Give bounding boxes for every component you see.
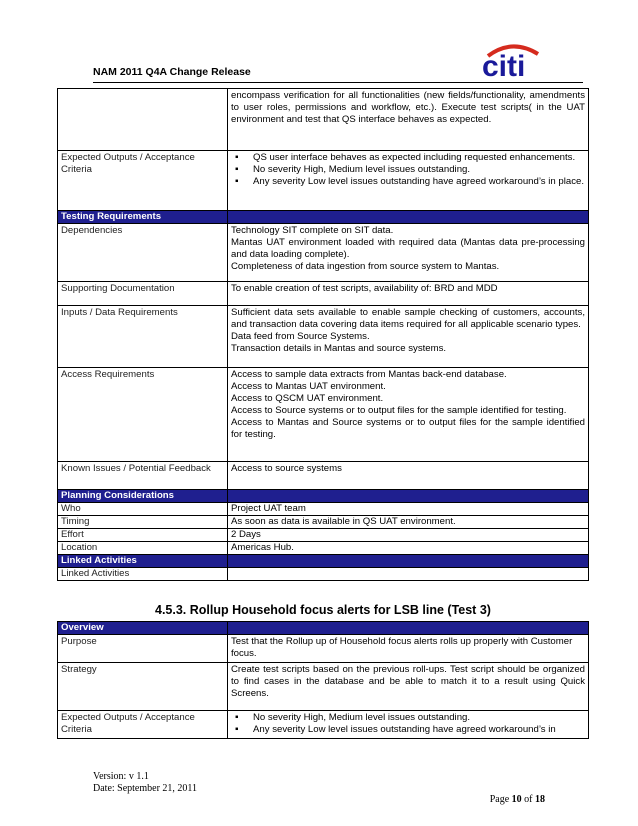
section-header-planning: Planning Considerations	[58, 490, 228, 503]
bullet-list	[231, 712, 585, 736]
section-header-linked: Linked Activities	[58, 555, 228, 568]
section-header-overview: Overview	[58, 622, 228, 635]
page-current: 10	[511, 794, 522, 805]
list-item: ▪ Any severity Low level issues outstanding have agreed workaround’s in place.	[253, 176, 585, 188]
table-row	[58, 516, 589, 529]
table-row	[58, 635, 589, 663]
table-row	[58, 224, 589, 282]
table-row	[58, 306, 589, 368]
table-row	[58, 462, 589, 490]
citi-logo	[470, 40, 580, 80]
test-overview-table	[57, 621, 589, 739]
footer-date: Date: September 21, 2011	[93, 783, 198, 794]
table-cell-value: Access to source systems	[228, 462, 589, 490]
text-line: Access to Mantas UAT environment.	[231, 381, 386, 392]
list-item: ▪ No severity High, Medium level issues outstanding.	[253, 164, 585, 176]
table-cell-label: Who	[58, 503, 228, 516]
bullet-list	[231, 152, 585, 188]
section-header-testing: Testing Requirements	[58, 211, 228, 224]
table-cell-label	[58, 89, 228, 151]
logo-text: citi	[482, 50, 526, 80]
table-row	[58, 368, 589, 462]
list-item: ▪ QS user interface behaves as expected including requested enhancements.	[253, 152, 585, 164]
list-item: ▪ Any severity Low level issues outstanding have agreed workaround’s in	[253, 724, 585, 736]
section-header-row	[58, 555, 589, 568]
table-row	[58, 89, 589, 151]
table-cell-label: Expected Outputs / Acceptance Criteria	[58, 711, 228, 739]
text-line: Technology SIT complete on SIT data.	[231, 225, 394, 236]
table-cell-value	[228, 306, 589, 368]
text-line: Completeness of data ingestion from source system to Mantas.	[231, 261, 500, 272]
page-number	[490, 794, 545, 805]
table-cell-value: Create test scripts based on the previous roll-ups. Test script should be organized to find cases in the database and be able to match it to a result using Quick Screens.	[228, 663, 589, 711]
page-of: of	[521, 794, 535, 805]
text-line: Access to QSCM UAT environment.	[231, 393, 384, 404]
table-row	[58, 503, 589, 516]
table-cell-value	[228, 224, 589, 282]
text-line: Access to Source systems or to output files for the sample identified for testing.	[231, 405, 567, 416]
table-cell-label: Strategy	[58, 663, 228, 711]
table-row	[58, 529, 589, 542]
text-line: Transaction details in Mantas and source systems.	[231, 343, 447, 354]
table-cell-label: Timing	[58, 516, 228, 529]
table-cell-value	[228, 568, 589, 581]
section-header-fill	[228, 555, 589, 568]
table-cell-value	[228, 711, 589, 739]
table-row	[58, 711, 589, 739]
table-cell-label: Inputs / Data Requirements	[58, 306, 228, 368]
section-header-fill	[228, 211, 589, 224]
section-heading: 4.5.3. Rollup Household focus alerts for LSB line (Test 3)	[155, 603, 491, 617]
table-cell-label: Expected Outputs / Acceptance Criteria	[58, 151, 228, 211]
test-details-table	[57, 88, 589, 581]
text-line: Access to sample data extracts from Mantas back-end database.	[231, 369, 507, 380]
table-row	[58, 282, 589, 306]
list-item: ▪ No severity High, Medium level issues outstanding.	[253, 712, 585, 724]
table-cell-value	[228, 368, 589, 462]
table-row	[58, 568, 589, 581]
page-prefix: Page	[489, 794, 512, 805]
table-cell-label: Access Requirements	[58, 368, 228, 462]
footer-version: Version: v 1.1	[93, 771, 149, 782]
footer-meta	[93, 771, 197, 795]
table-cell-value: To enable creation of test scripts, availability of: BRD and MDD	[228, 282, 589, 306]
table-cell-value	[228, 151, 589, 211]
table-cell-value: 2 Days	[228, 529, 589, 542]
header-rule	[93, 82, 583, 83]
table-cell-value: Test that the Rollup up of Household focus alerts rolls up properly with Customer focus.	[228, 635, 589, 663]
table-cell-value: encompass verification for all functionalities (new fields/functionality, amendments to user roles, permissions and workflow, etc.). Execute test scripts( in the UAT environment and test that QS interface behaves as expected.	[228, 89, 589, 151]
table-cell-value: Americas Hub.	[228, 542, 589, 555]
text-line: Sufficient data sets available to enable sample checking of customers, accounts, and transaction data covering data items required for all applicable scenario types.	[231, 307, 585, 330]
table-cell-label: Location	[58, 542, 228, 555]
section-header-fill	[228, 490, 589, 503]
table-row	[58, 151, 589, 211]
text-line: Data feed from Source Systems.	[231, 331, 370, 342]
table-cell-label: Dependencies	[58, 224, 228, 282]
section-header-row	[58, 211, 589, 224]
text-line: Mantas UAT environment loaded with required data (Mantas data pre-processing and data loading complete).	[231, 237, 585, 260]
table-row	[58, 663, 589, 711]
section-header-fill	[228, 622, 589, 635]
table-cell-label: Effort	[58, 529, 228, 542]
section-header-row	[58, 622, 589, 635]
text-line: Access to Mantas and Source systems or to output files for the sample identified for testing.	[231, 417, 585, 440]
table-cell-value: Project UAT team	[228, 503, 589, 516]
page-total: 18	[535, 794, 545, 805]
table-cell-label: Known Issues / Potential Feedback	[58, 462, 228, 490]
table-row	[58, 542, 589, 555]
document-header-title: NAM 2011 Q4A Change Release	[93, 66, 251, 78]
table-cell-value: As soon as data is available in QS UAT environment.	[228, 516, 589, 529]
section-header-row	[58, 490, 589, 503]
table-cell-label: Linked Activities	[58, 568, 228, 581]
table-cell-label: Supporting Documentation	[58, 282, 228, 306]
table-cell-label: Purpose	[58, 635, 228, 663]
